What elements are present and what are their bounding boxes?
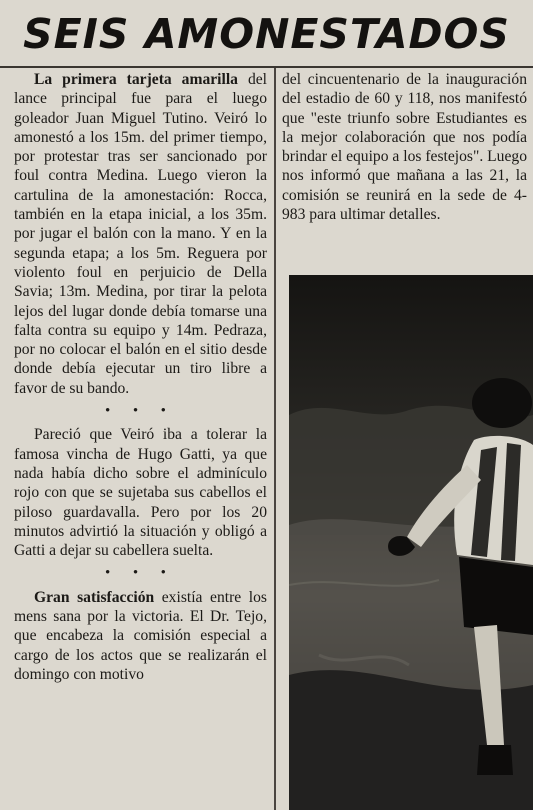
paragraph-cards	[14, 70, 267, 398]
headline: SEIS AMONESTADOS	[23, 10, 510, 58]
paragraph-text: del lance principal fue para el luego goleador Juan Miguel Tutino. Veiró lo amonestó a los 15m. del primer tiempo, por protestar tras ser sancionado por foul contra Medina. Luego vieron la cartulina de la amonestación: Rocca, también en la etapa inicial, a los 35m. por jugar el balón con la mano. Y en la segunda etapa; a los 5m. Reguera por violento foul en perjuicio de Della Savia; 13m. Medina, por tirar la pelota lejos del lugar donde debía tomarse una falta contra su equipo y 14m. Pedraza, por no colocar el balón en el sitio desde donde debía ejecutar un tiro libre a favor de su bando.	[14, 71, 267, 397]
player-photo-image	[289, 275, 533, 810]
left-column	[14, 70, 267, 684]
section-separator: • • •	[105, 564, 176, 580]
paragraph-cincuentenario: del cincuentenario de la inauguración del estadio de 60 y 118, nos manifestó que "este triunfo sobre Estudiantes es la mejor colaboración que nos podía brindar el equipo a los festejos". Luego nos informó que mañana a las 21, la comisión se reunirá en la sede de 4-983 para ultimar detalles.	[282, 71, 527, 224]
column-divider	[274, 68, 276, 810]
paragraph-lead: Gran satisfacción	[34, 588, 155, 606]
section-separator: • • •	[105, 402, 176, 418]
paragraph-text: existía entre los mens sana por la victoria. El Dr. Tejo, que encabeza la comisión especial a cargo de los actos que se realizarán el domingo con motivo	[14, 588, 267, 683]
paragraph-lead: La primera tarjeta amarilla	[34, 71, 238, 88]
headline-rule	[0, 66, 533, 68]
right-column	[282, 70, 527, 224]
match-photo	[289, 275, 533, 810]
paragraph-satisfaccion	[14, 588, 267, 684]
paragraph-vincha: Pareció que Veiró iba a tolerar la famosa vincha de Hugo Gatti, ya que nada había dicho sobre el adminículo rojo con que se sujetaba sus cabellos el piloso guardavalla. Pero por los 20 minutos advirtió la situación y obligó a Gatti a dejar su cabellera suelta.	[14, 426, 267, 560]
